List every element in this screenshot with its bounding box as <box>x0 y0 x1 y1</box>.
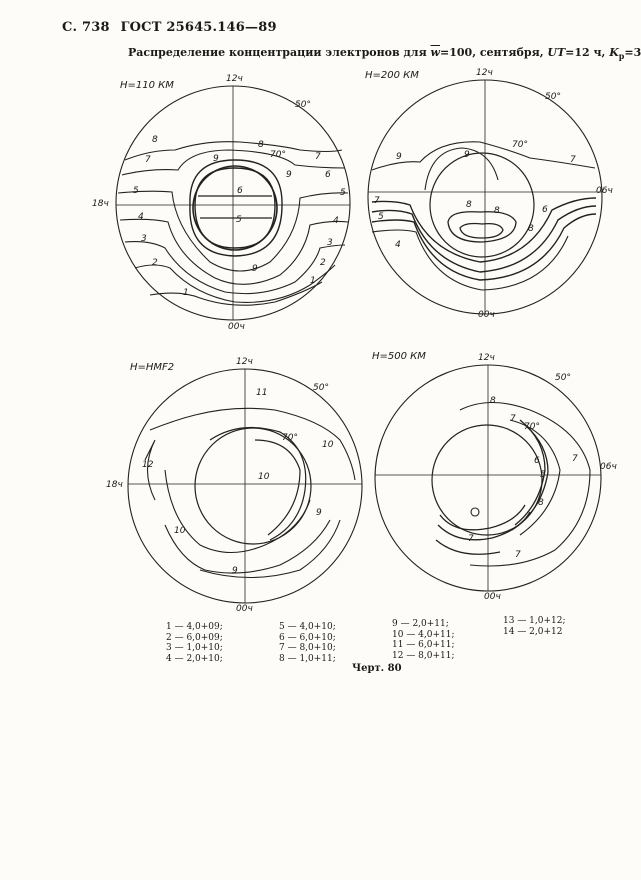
contour-line <box>200 520 340 578</box>
contour-label: 9 <box>396 152 402 162</box>
contour-line <box>190 160 282 256</box>
contour-label: 5 <box>378 212 384 222</box>
contour-label: 5 <box>236 215 242 225</box>
panel-hmf2-left-time: 18ч <box>106 480 123 490</box>
panel-500-map <box>375 365 601 591</box>
contour-label: 8 <box>490 396 496 406</box>
panel-200-lat70: 70° <box>512 140 528 150</box>
panel-200-altitude: H=200 КМ <box>365 70 419 81</box>
panel-hmf2-noon: 12ч <box>236 357 253 367</box>
legend-column <box>279 622 336 664</box>
panel-200-map <box>368 80 602 314</box>
panel-200-noon: 12ч <box>476 68 493 78</box>
contour-label: 3 <box>141 234 147 244</box>
legend-item: 9 — 2,0+11; <box>392 619 449 629</box>
panel-500-midnight: 00ч <box>484 592 501 602</box>
figure-caption: Черт. 80 <box>352 663 402 674</box>
panel-hmf2-map <box>128 369 362 603</box>
figure-title: Распределение концентрации электронов для $\overline{w}=100$, сентября, UT=12 ч, $K_p=3$ <box>128 46 641 62</box>
contour-label: 7 <box>145 155 151 165</box>
contour-label: 6 <box>325 170 331 180</box>
contour-label: 6 <box>542 205 548 215</box>
contour-label: 12 <box>142 460 154 470</box>
contour-label: 7 <box>374 196 380 206</box>
contour-label: 8 <box>494 206 500 216</box>
legend-item: 11 — 6,0+11; <box>392 640 455 650</box>
contour-label: 10 <box>258 472 270 482</box>
contour-line <box>145 440 155 500</box>
contour-label: 10 <box>322 440 334 450</box>
legend-column <box>392 619 455 661</box>
contour-line <box>165 520 330 573</box>
legend-item: 2 — 6,0+09; <box>166 632 223 643</box>
contour-line <box>195 168 275 248</box>
legend-column <box>166 622 223 664</box>
contour-label: 9 <box>464 150 470 160</box>
contour-line <box>425 148 498 190</box>
contour-label: 7 <box>315 152 321 162</box>
contour-label: 11 <box>256 388 268 398</box>
panel-110-midnight: 00ч <box>228 322 245 332</box>
panel-hmf2-midnight: 00ч <box>236 604 253 614</box>
contour-label: 6 <box>237 186 243 196</box>
contour-label: 9 <box>232 566 238 576</box>
contour-line <box>460 224 503 239</box>
panel-500-lat70: 70° <box>524 422 540 432</box>
contour-label: 9 <box>316 508 322 518</box>
contour-label: 3 <box>327 238 333 248</box>
panel-200-lat50: 50° <box>545 92 561 102</box>
contour-label: 8 <box>538 498 544 508</box>
contour-line <box>122 150 345 175</box>
contour-label: 1 <box>310 276 316 286</box>
contour-label: 2 <box>152 258 158 268</box>
panel-110-noon: 12ч <box>226 74 243 84</box>
contour-label: 9 <box>286 170 292 180</box>
contour-label: 4 <box>138 212 144 222</box>
contour-label: 4 <box>395 240 401 250</box>
contour-label: 7 <box>468 534 474 544</box>
page-number: С. 738 <box>62 20 110 35</box>
contour-label: 8 <box>152 135 158 145</box>
contour-label: 1 <box>183 288 189 298</box>
contour-line <box>471 508 479 516</box>
contour-label: 7 <box>515 550 521 560</box>
contour-label: 8 <box>258 140 264 150</box>
panel-110-altitude: H=110 КМ <box>120 80 174 91</box>
contour-label: 2 <box>320 258 326 268</box>
panel-hmf2-lat50: 50° <box>313 383 329 393</box>
legend-item: 10 — 4,0+11; <box>392 629 455 640</box>
panel-500-noon: 12ч <box>478 353 495 363</box>
panel-hmf2-altitude: H=HMF2 <box>130 362 175 373</box>
legend-item: 5 — 4,0+10; <box>279 622 336 632</box>
contour-label: 10 <box>174 526 186 536</box>
legend-item: 13 — 1,0+12; <box>503 616 566 626</box>
legend-item: 12 — 8,0+11; <box>392 650 455 661</box>
legend-item: 4 — 2,0+10; <box>166 653 223 664</box>
contour-label: 4 <box>333 216 339 226</box>
legend-item: 14 — 2,0+12 <box>503 626 563 637</box>
legend-item: 6 — 6,0+10; <box>279 632 336 643</box>
contour-label: 7 <box>572 454 578 464</box>
contour-label: 6 <box>534 456 540 466</box>
panel-500-lat50: 50° <box>555 373 571 383</box>
legend-item: 3 — 1,0+10; <box>166 643 223 653</box>
contour-line <box>165 470 310 553</box>
contour-line <box>440 505 525 530</box>
contour-label: 9 <box>252 264 258 274</box>
panel-110-lat70: 70° <box>270 150 286 160</box>
contour-label: 5 <box>340 188 346 198</box>
contour-label: 9 <box>213 154 219 164</box>
panel-hmf2-lat70: 70° <box>282 433 298 443</box>
contour-label: 7 <box>570 155 576 165</box>
contour-line <box>510 420 560 535</box>
panel-110-left-time: 18ч <box>92 199 109 209</box>
panel-500-altitude: H=500 КМ <box>372 351 426 362</box>
contour-label: 7 <box>510 414 516 424</box>
panel-200-right-time: 06ч <box>596 186 613 196</box>
contour-line <box>120 219 348 284</box>
contour-label: 8 <box>528 224 534 234</box>
contour-label: 5 <box>540 470 546 480</box>
panel-200-midnight: 00ч <box>478 310 495 320</box>
legend-item: 1 — 4,0+09; <box>166 622 223 632</box>
panel-500-right-time: 06ч <box>600 462 617 472</box>
contour-label: 8 <box>466 200 472 210</box>
legend-column <box>503 616 566 637</box>
standard-number: ГОСТ 25645.146—89 <box>120 20 277 35</box>
contour-label: 5 <box>133 186 139 196</box>
legend-item: 8 — 1,0+11; <box>279 653 336 664</box>
legend-item: 7 — 8,0+10; <box>279 643 336 653</box>
panel-110-lat50: 50° <box>295 100 311 110</box>
